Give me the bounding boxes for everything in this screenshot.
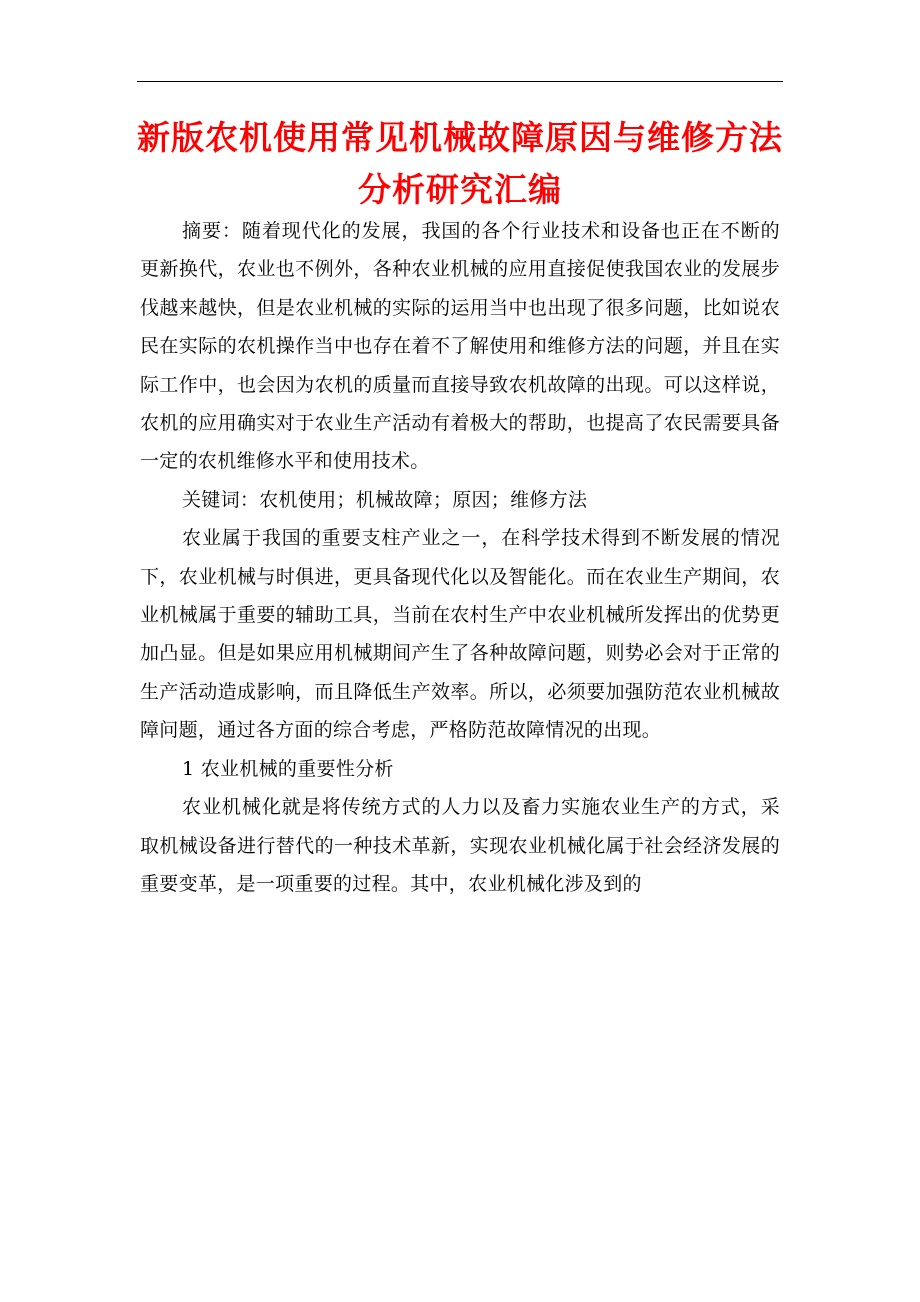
header-rule xyxy=(137,81,783,82)
document-body xyxy=(140,212,780,903)
abstract-paragraph: 摘要：随着现代化的发展，我国的各个行业技术和设备也正在不断的更新换代，农业也不例外，各种农业机械的应用直接促使我国农业的发展步伐越来越快，但是农业机械的实际的运用当中也出现了很多问题，比如说农民在实际的农机操作当中也存在着不了解使用和维修方法的问题，并且在实际工作中，也会因为农机的质量而直接导致农机故障的出现。可以这样说，农机的应用确实对于农业生产活动有着极大的帮助，也提高了农民需要具备一定的农机维修水平和使用技术。 xyxy=(140,220,780,473)
section-paragraph: 农业机械化就是将传统方式的人力以及畜力实施农业生产的方式，采取机械设备进行替代的一种技术革新，实现农业机械化属于社会经济发展的重要变革，是一项重要的过程。其中，农业机械化涉及到的 xyxy=(140,796,780,895)
document-title: 新版农机使用常见机械故障原因与维修方法分析研究汇编 xyxy=(137,118,783,209)
intro-paragraph: 农业属于我国的重要支柱产业之一，在科学技术得到不断发展的情况下，农业机械与时俱进，更具备现代化以及智能化。而在农业生产期间，农业机械属于重要的辅助工具，当前在农村生产中农业机械所发挥出的优势更加凸显。但是如果应用机械期间产生了各种故障问题，则势必会对于正常的生产活动造成影响，而且降低生产效率。所以，必须要加强防范农业机械故障问题，通过各方面的综合考虑，严格防范故障情况的出现。 xyxy=(140,527,780,742)
keywords-paragraph: 关键词：农机使用；机械故障；原因；维修方法 xyxy=(182,488,588,511)
section-heading: 1 农业机械的重要性分析 xyxy=(182,757,394,780)
